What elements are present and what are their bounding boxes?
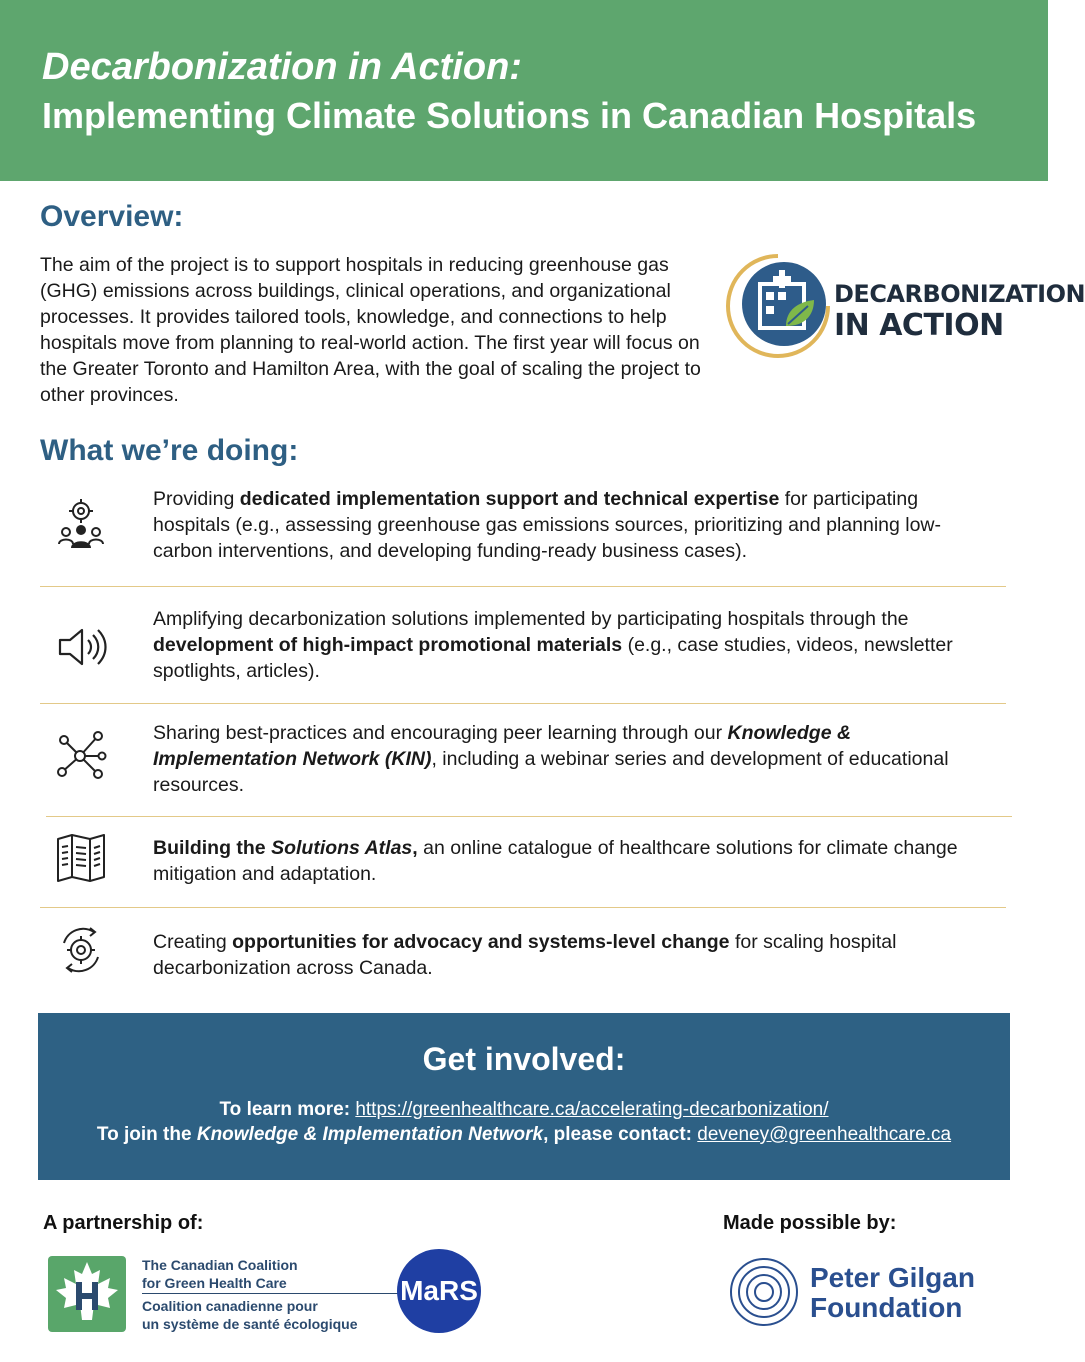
gear-person-icon (54, 496, 108, 550)
overview-heading: Overview: (40, 200, 184, 233)
learn-more-line: To learn more: https://greenhealthcare.ca/accelerating-decarbonization/ (219, 1099, 829, 1120)
join-line: To join the Knowledge & Implementation Network, please contact: deveney@greenhealthcare.ca (96, 1124, 952, 1145)
divider (40, 703, 1006, 704)
logo-text-line-2: IN ACTION (834, 308, 1004, 343)
ccghc-fr-line-1: Coalition canadienne pour (142, 1298, 318, 1314)
logo-text-line-1: DECARBONIZATION (834, 280, 1085, 308)
network-icon (54, 728, 108, 782)
ccghc-en-line-1: The Canadian Coalition (142, 1257, 298, 1273)
maple-leaf-h-icon (48, 1256, 126, 1332)
get-involved-heading: Get involved: (422, 1041, 626, 1077)
ccghc-logo (48, 1256, 368, 1334)
item-text: Building the Solutions Atlas, an online catalogue of healthcare solutions for climate change mitigation and adaptation. (153, 837, 958, 885)
contact-email-link[interactable]: deveney@greenhealthcare.ca (697, 1124, 952, 1145)
ccghc-fr-line-2: un système de santé écologique (142, 1316, 358, 1332)
list-item (40, 486, 1006, 576)
concentric-circles-icon (728, 1256, 800, 1328)
divider (40, 907, 1006, 908)
speaker-icon (54, 620, 108, 674)
item-text: Creating opportunities for advocacy and systems-level change for scaling hospital decarbonization across Canada. (153, 931, 897, 979)
item-text: Sharing best-practices and encouraging peer learning through our Knowledge & Implementation Network (KIN), including a webinar series and development of educational resources. (153, 722, 949, 796)
pgf-line-2: Foundation (810, 1292, 963, 1323)
item-text: Amplifying decarbonization solutions implemented by participating hospitals through the development of high-impact promotional materials (e.g., case studies, videos, newsletter spotlights, articles). (153, 608, 953, 682)
title-line-1: Decarbonization in Action: (42, 46, 522, 88)
cycle-gear-icon (54, 923, 108, 977)
list-item (40, 606, 1006, 696)
mars-logo: MaRS (397, 1249, 481, 1333)
pgf-line-1: Peter Gilgan (810, 1262, 975, 1293)
hospital-leaf-icon (726, 254, 830, 358)
doing-heading: What we’re doing: (40, 434, 299, 467)
ccghc-divider (142, 1293, 402, 1294)
peter-gilgan-foundation-logo (728, 1256, 998, 1332)
title-line-2: Implementing Climate Solutions in Canadian Hospitals (42, 95, 977, 136)
learn-more-link[interactable]: https://greenhealthcare.ca/accelerating-decarbonization/ (355, 1099, 829, 1120)
made-possible-label: Made possible by: (723, 1212, 897, 1234)
list-item (40, 929, 1006, 999)
list-item (40, 835, 1006, 905)
decarbonization-in-action-logo (726, 254, 1085, 358)
partnership-label: A partnership of: (43, 1212, 204, 1234)
ccghc-en-line-2: for Green Health Care (142, 1275, 287, 1291)
map-atlas-icon (54, 831, 108, 885)
divider (40, 586, 1006, 587)
get-involved-panel (38, 1013, 1010, 1180)
header-banner (0, 0, 1048, 181)
list-item (40, 720, 1006, 810)
item-text: Providing dedicated implementation support and technical expertise for participating hospitals (e.g., assessing greenhouse gas emissions sources, prioritizing and planning low-carbon interventions, and developing funding-ready business cases). (153, 488, 942, 562)
divider (46, 816, 1012, 817)
overview-body: The aim of the project is to support hospitals in reducing greenhouse gas (GHG) emissions across buildings, clinical operations, and organizational processes. It provides tailored tools, knowledge, and connections to help hospitals move from planning to real-world action. The first year will focus on the Greater Toronto and Hamilton Area, with the goal of scaling the project to other provinces. (40, 254, 701, 406)
